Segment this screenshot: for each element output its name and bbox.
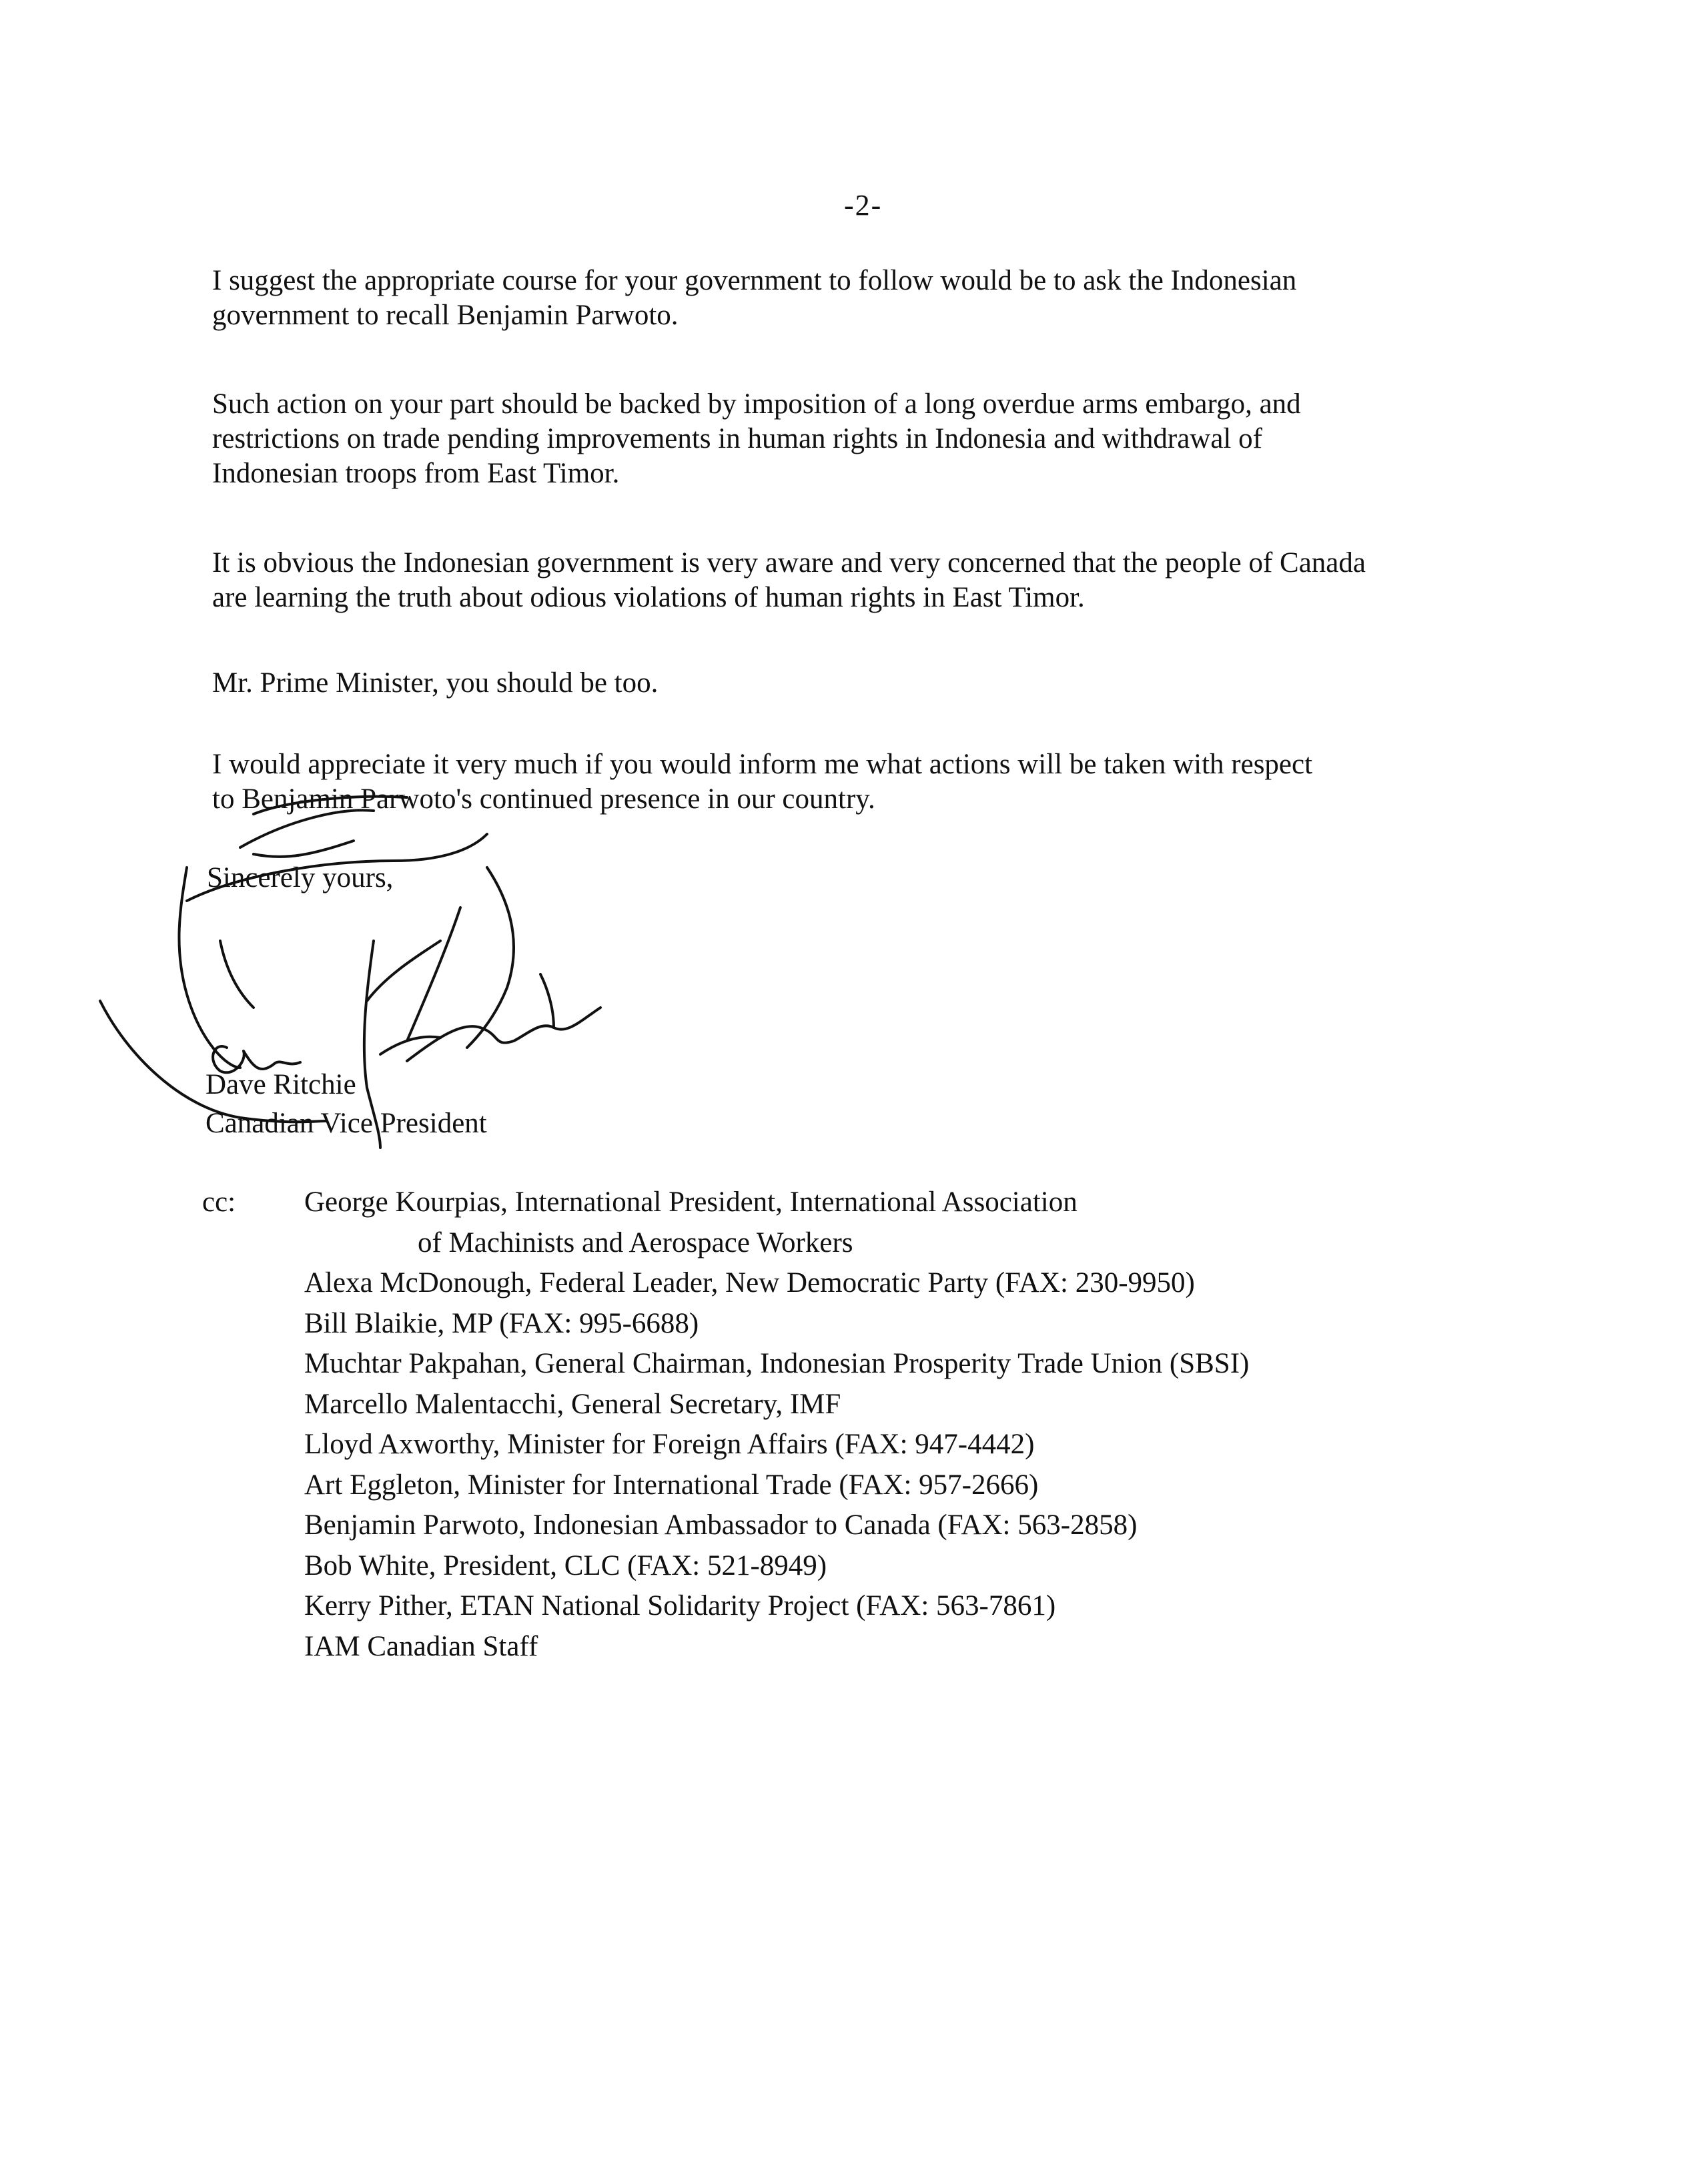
paragraph-line: restrictions on trade pending improvements in human rights in Indonesia and withdrawal of [212, 423, 1262, 454]
cc-label: cc: [202, 1186, 236, 1218]
paragraph-line: Such action on your part should be backed by imposition of a long overdue arms embargo, and [212, 388, 1301, 420]
paragraph-indonesian-concern [212, 546, 1520, 615]
page-number: -2- [844, 189, 883, 222]
cc-entry: Lloyd Axworthy, Minister for Foreign Affairs (FAX: 947-4442) [304, 1429, 1035, 1460]
signer-name: Dave Ritchie [205, 1069, 356, 1100]
closing: Sincerely yours, [207, 862, 394, 893]
cc-entry: of Machinists and Aerospace Workers [418, 1226, 853, 1258]
paragraph-line: government to recall Benjamin Parwoto. [212, 300, 679, 331]
paragraph-line: are learning the truth about odious violations of human rights in East Timor. [212, 582, 1085, 613]
cc-entry: Benjamin Parwoto, Indonesian Ambassador to Canada (FAX: 563-2858) [304, 1509, 1138, 1541]
paragraph-line: I suggest the appropriate course for your government to follow would be to ask the Indonesian [212, 265, 1297, 296]
paragraph-recall-request [212, 264, 1520, 333]
cc-entry: George Kourpias, International President, International Association [304, 1186, 1078, 1218]
cc-entry: Alexa McDonough, Federal Leader, New Democratic Party (FAX: 230-9950) [304, 1267, 1195, 1299]
paragraph-prime-minister [212, 666, 1520, 701]
handwritten-signature [87, 774, 634, 1161]
cc-entry: Marcello Malentacchi, General Secretary, IMF [304, 1388, 841, 1420]
cc-list [304, 1182, 1572, 1667]
paragraph-line: Indonesian troops from East Timor. [212, 458, 620, 489]
paragraph-line: I would appreciate it very much if you would inform me what actions will be taken with respect [212, 749, 1313, 780]
paragraph-line: Mr. Prime Minister, you should be too. [212, 667, 659, 699]
paragraph-line: It is obvious the Indonesian government is very aware and very concerned that the people of Canada [212, 547, 1366, 579]
paragraph-line: to Benjamin Parwoto's continued presence in our country. [212, 783, 875, 815]
paragraph-arms-embargo [212, 387, 1520, 491]
cc-entry: Bill Blaikie, MP (FAX: 995-6688) [304, 1307, 699, 1339]
cc-entry: Bob White, President, CLC (FAX: 521-8949) [304, 1549, 827, 1581]
cc-entry: Muchtar Pakpahan, General Chairman, Indonesian Prosperity Trade Union (SBSI) [304, 1348, 1250, 1379]
cc-entry: Art Eggleton, Minister for International Trade (FAX: 957-2666) [304, 1469, 1039, 1501]
signer-title: Canadian Vice President [205, 1108, 487, 1139]
cc-entry: Kerry Pither, ETAN National Solidarity Project (FAX: 563-7861) [304, 1590, 1056, 1621]
cc-entry: IAM Canadian Staff [304, 1630, 538, 1662]
